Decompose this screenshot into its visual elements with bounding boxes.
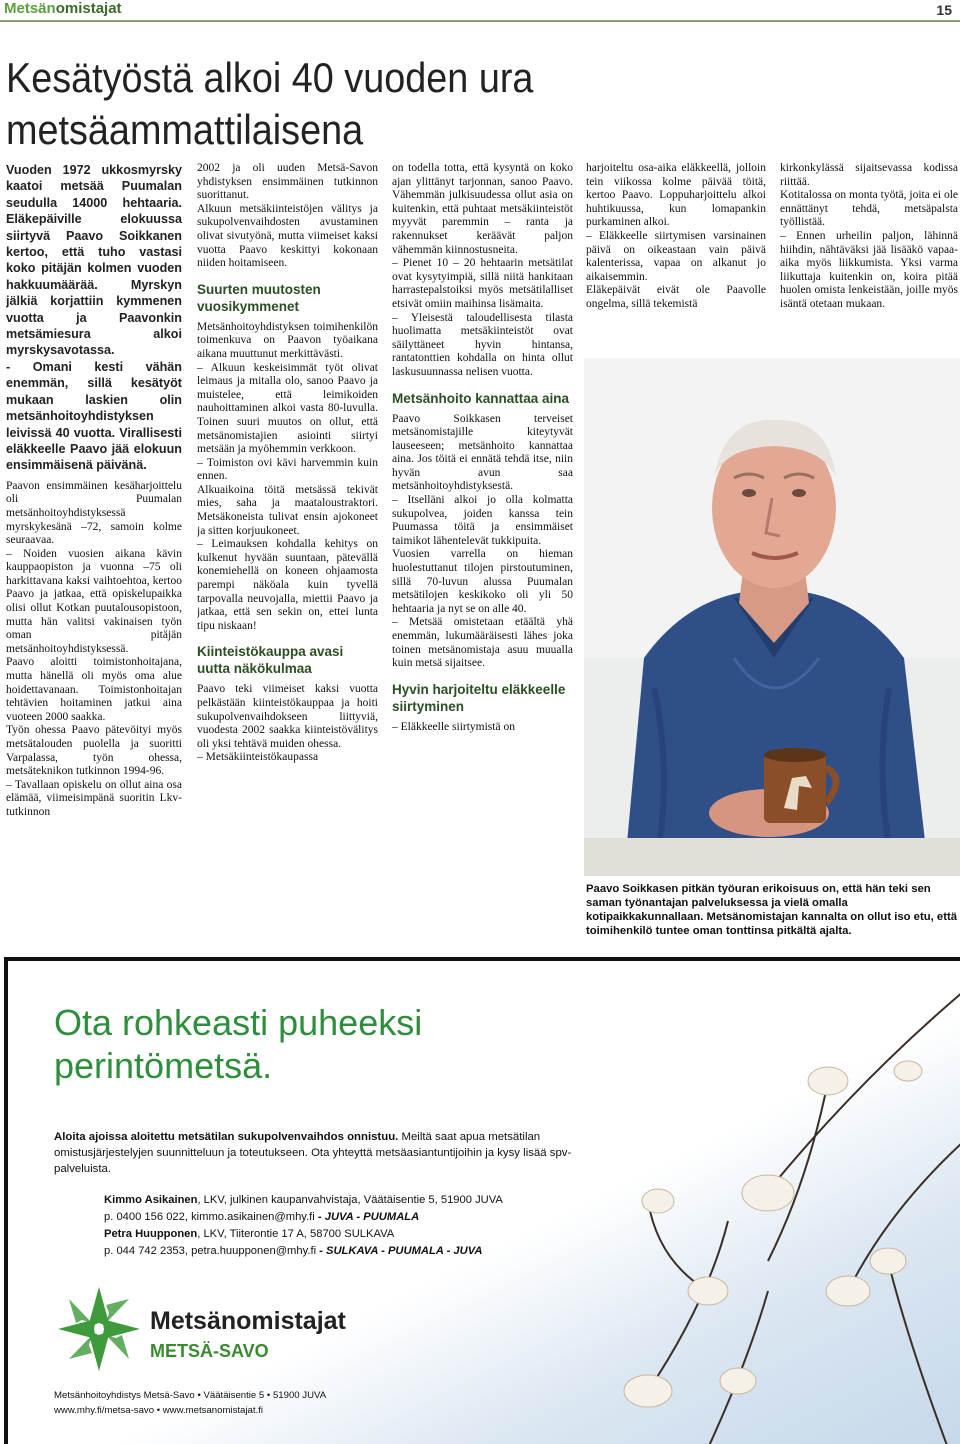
- contact-area: - SULKAVA - PUUMALA - JUVA: [316, 1245, 483, 1257]
- brand-part2: omistajat: [55, 0, 122, 17]
- body-paragraph: on todella totta, että kysyntä on koko ajan ylittänyt tarjonnan, sanoo Paavo. Vähemmän julkisuudessa ollut asia on kuitenkin, että puhtaat metsäkiinteistöt myyvät paremmin – ranta ja rakennukset keräävät paljon vähemmän kiinnostusneita.: [392, 162, 573, 256]
- body-paragraph: Paavo Soikkasen terveiset metsänomistajille kiteytyvät lauseeseen; metsänhoito kannattaa aina. Jos töitä ei ennätä tehdä itse, niin hyvän avun saa metsänhoitoyhdistyksestä.: [392, 412, 573, 493]
- body-paragraph: Paavon ensimmäinen kesäharjoittelu oli Puumalan metsänhoitoyhdistyksessä myrskykesänä –72, samoin kolme seuraavaa.: [6, 479, 182, 547]
- body-paragraph: – Leimauksen kohdalla kehitys on kulkenut hyvään suuntaan, pätevällä konemiehellä on koneen ohjaamosta parempi näköala kuin tyvellä tarpovalla neuvojalla, miettii Paavo ja jatkaa, että sen sekin on, ettei lunta tipu niskaan!: [197, 538, 378, 632]
- body-paragraph: Alkuaikoina töitä metsässä tekivät mies, saha ja maataloustraktori. Metsäkoneista tulivat ensin ajokoneet ja sitten korjuukoneet.: [197, 483, 378, 537]
- body-paragraph: Vuosien varrella on hieman huolestuttanut tilojen pirstoutuminen, sillä 70-luvun alussa Puumalan metsätilojen keskikoko oli yli 50 hehtaaria ja nyt se on alle 40.: [392, 548, 573, 615]
- body-paragraph: 2002 ja oli uuden Metsä-Savon yhdistyksen ensimmäinen tutkinnon suorittanut.: [197, 162, 378, 202]
- ingress-paragraph: Vuoden 1972 ukkosmyrsky kaatoi metsää Puumalan seudulla 14000 hehtaaria. Eläkepäiville elokuussa siirtyvä Paavo Soikkanen kertoo, että tuho vastasi koko pitäjän kolmen vuoden hakkuumäärää. Myrskyn jälkiä korjattiin kymmenen vuotta ja Paavonkin metsämiesura alkoi myrskysavotassa.: [6, 163, 182, 358]
- footer-address: Metsänhoitoyhdistys Metsä-Savo • Väätäisentie 5 • 51900 JUVA: [54, 1390, 327, 1401]
- body-paragraph: – Toimiston ovi kävi harvemmin kuin ennen.: [197, 456, 378, 483]
- ad-footer: [54, 1388, 514, 1418]
- body-paragraph: Metsänhoitoyhdistyksen toimihenkilön toimenkuva on Paavon työaikana aikana muuttunut merkittävästi.: [197, 320, 378, 360]
- body-paragraph: kirkonkylässä sijaitsevassa kodissa riittää.: [780, 162, 958, 188]
- subheading: Metsänhoito kannattaa aina: [392, 390, 570, 406]
- article-headline: Kesätyöstä alkoi 40 vuoden ura metsäammattilaisena: [6, 54, 534, 153]
- contact-line: [104, 1226, 624, 1243]
- body-paragraph: Paavo aloitti toimistonhoitajana, mutta hänellä oli myös oma alue hoidettavanaan. Toimistonhoitajan tehtävien hoitaminen jatkui aina vuoteen 2000 saakka.: [6, 656, 182, 723]
- page-header: [0, 0, 960, 22]
- article-column-5: [780, 162, 958, 352]
- publication-brand: [4, 0, 122, 17]
- contact-info: , LKV, julkinen kaupanvahvistaja, Väätäisentie 5, 51900 JUVA: [197, 1194, 503, 1206]
- page-number: 15: [936, 2, 952, 18]
- article-column-3: [392, 162, 573, 952]
- advertisement: [4, 957, 960, 1444]
- ad-body-text: [54, 1129, 614, 1177]
- contact-line: [104, 1192, 624, 1209]
- ingress-paragraph: - Omani kesti vähän enemmän, sillä kesätyöt mukaan laskien olin metsänhoitoyhdistyksen leivissä 40 vuotta. Virallisesti eläkkeelle Paavo jää elokuun ensimmäisenä päivänä.: [6, 359, 182, 473]
- body-paragraph: – Yleisestä taloudellisesta tilasta huolimatta metsäkiinteistöt ovat säilyttäneet hyvin hintansa, rantatonttien kohdalla on hinta ollut laskusuunnassa nelisen vuotta.: [392, 311, 573, 378]
- subheading: Kiinteistökauppa avasi uutta näkökulmaa: [197, 644, 344, 677]
- ad-body-bold: Aloita ajoissa aloitettu metsätilan sukupolvenvaihdos onnistuu.: [54, 1131, 399, 1143]
- mhy-logo-icon: [54, 1283, 144, 1375]
- ad-body-rest: Meiltä saat apua metsätilan omistusjärjestelyjen suunnitteluun ja toteutukseen. Ota yhteyttä metsäasiantuntijoihin ja kysy lisää spv-palveluista.: [54, 1131, 572, 1175]
- contact-phone: p. 0400 156 022, kimmo.asikainen@mhy.fi: [104, 1211, 315, 1223]
- body-paragraph: Kotitalossa on monta työtä, joita ei ole ennättänyt tehdä, metsäpalsta työllistää.: [780, 189, 958, 229]
- logo-region: METSÄ-SAVO: [150, 1341, 269, 1361]
- body-paragraph: – Itselläni alkoi jo olla kolmatta sukupolvea, joiden kanssa tein Puumassa töitä ja ensimmäiset taimikot lähentelevät tukkipuita.: [392, 494, 573, 547]
- body-paragraph: – Noiden vuosien aikana kävin kauppaopiston ja vuonna –75 oli harkittavana kaksi vaihtoehtoa, kertoo Paavo ja jatkaa, että opiskelupaikka olisi ollut Kotkan puutalousopistoon, mutta hän valitsi vakinaisen työn oman pitäjän metsänhoitoyhdistyksessä.: [6, 547, 182, 655]
- header-rule: [0, 20, 960, 22]
- portrait-illustration: [584, 358, 960, 876]
- body-paragraph: harjoiteltu osa-aika eläkkeellä, jolloin tein viikossa kolme päivää töitä, kertoo Paavo. Loppuharjoittelu alkoi huhtikuussa, kun lomapankin purkaminen alkoi.: [586, 162, 766, 229]
- ad-contacts: [104, 1192, 624, 1260]
- contact-name: Kimmo Asikainen: [104, 1194, 198, 1206]
- footer-links: www.mhy.fi/metsa-savo • www.metsanomistajat.fi: [54, 1405, 263, 1416]
- body-paragraph: – Metsäkiinteistökaupassa: [197, 751, 319, 764]
- contact-phone: p. 044 742 2353, petra.huupponen@mhy.fi: [104, 1245, 317, 1257]
- brand-part1: Metsän: [4, 0, 56, 17]
- photo-caption: Paavo Soikkasen pitkän työuran erikoisuus on, että hän teki sen saman työnantajan palveluksessa ja vielä omalla kotipaikkakunnallaan. Metsänomistajan kannalta on ollut iso etu, että toimihenkilö tuntee oman tonttinsa pitkältä ajalta.: [586, 883, 957, 937]
- body-paragraph: Alkuun metsäkiinteistöjen välitys ja sukupolvenvaihdosten avustaminen olivat sivutyönä, mutta viimeiset kaksi vuotta Paavo keskittyi kokonaan niiden hoitamiseen.: [197, 202, 378, 270]
- body-paragraph: – Pienet 10 – 20 hehtaarin metsätilat ovat kysytyimpiä, sillä niitä hankitaan harrastepalstoiksi myös metsätilalliset etsivät omiin maihinsa lisämaita.: [392, 257, 573, 310]
- body-paragraph: – Eläkkeelle siirtymistä on: [392, 720, 515, 733]
- contact-area: - JUVA - PUUMALA: [314, 1211, 420, 1223]
- logo-name: Metsänomistajat: [150, 1307, 346, 1335]
- ad-headline: Ota rohkeasti puheeksi perintömetsä.: [54, 1002, 423, 1086]
- contact-info: , LKV, Tiiterontie 17 A, 58700 SULKAVA: [197, 1228, 395, 1240]
- contact-line: [104, 1209, 624, 1226]
- article-column-4: [586, 162, 766, 352]
- body-paragraph: – Tavallaan opiskelu on ollut aina osa elämää, viimeisimpänä suoritin Lkv-tutkinnon: [6, 778, 182, 818]
- article-ingress: [6, 162, 182, 474]
- article-column-1: [6, 162, 182, 952]
- contact-line: [104, 1243, 624, 1260]
- body-paragraph: – Ennen urheilin paljon, lähinnä hiihdin, nähtäväksi jää lisääkö vapaa-aika myös liikkumista. Yksi varma liikuttaja kuitenkin on, koira pitää huolen omista lenkeistään, joille myös isäntä otetaan mukaan.: [780, 229, 958, 310]
- body-paragraph: Työn ohessa Paavo pätevöityi myös metsätalouden puolella ja suoritti Varpalassa, työn ohessa, metsäteknikon tutkinnon 1994-96.: [6, 724, 182, 778]
- body-paragraph: – Eläkkeelle siirtymisen varsinainen päivä on oikeastaan vain päivä kalenterissa, vapaa on alkanut jo aikaisemmin.: [586, 229, 766, 283]
- article-column-2: [197, 162, 378, 952]
- contact-name: Petra Huupponen: [104, 1228, 198, 1240]
- body-paragraph: – Metsää omistetaan etäältä yhä enemmän, lukumääräisesti lähes joka toinen metsänomistaja asuu muualla kuin metsä sijaitsee.: [392, 616, 573, 670]
- body-paragraph: Eläkepäivät eivät ole Paavolle ongelma, sillä tekemistä: [586, 284, 766, 310]
- subheading: Hyvin harjoiteltu eläkkeelle siirtyminen: [392, 681, 566, 714]
- body-paragraph: – Alkuun keskeisimmät työt olivat leimaus ja mitalla olo, sanoo Paavo ja muistelee, että leimikoiden nauhoittaminen alkoi vasta 80-luvulla. Toinen suuri muutos on ollut, että metsänomistajien asiointi siirtyi metsään ja myöhemmin verkkoon.: [197, 361, 378, 456]
- portrait-photo: [584, 358, 960, 876]
- subheading: Suurten muutosten vuosikymmenet: [197, 281, 321, 314]
- body-paragraph: Paavo teki viimeiset kaksi vuotta pelkästään kiinteistökauppaa ja hoiti sukupolvenvaihdokseen liittyviä, vuodesta 2002 saakka kiinteistövälitys oli yksi tehtävä muiden ohessa.: [197, 683, 378, 750]
